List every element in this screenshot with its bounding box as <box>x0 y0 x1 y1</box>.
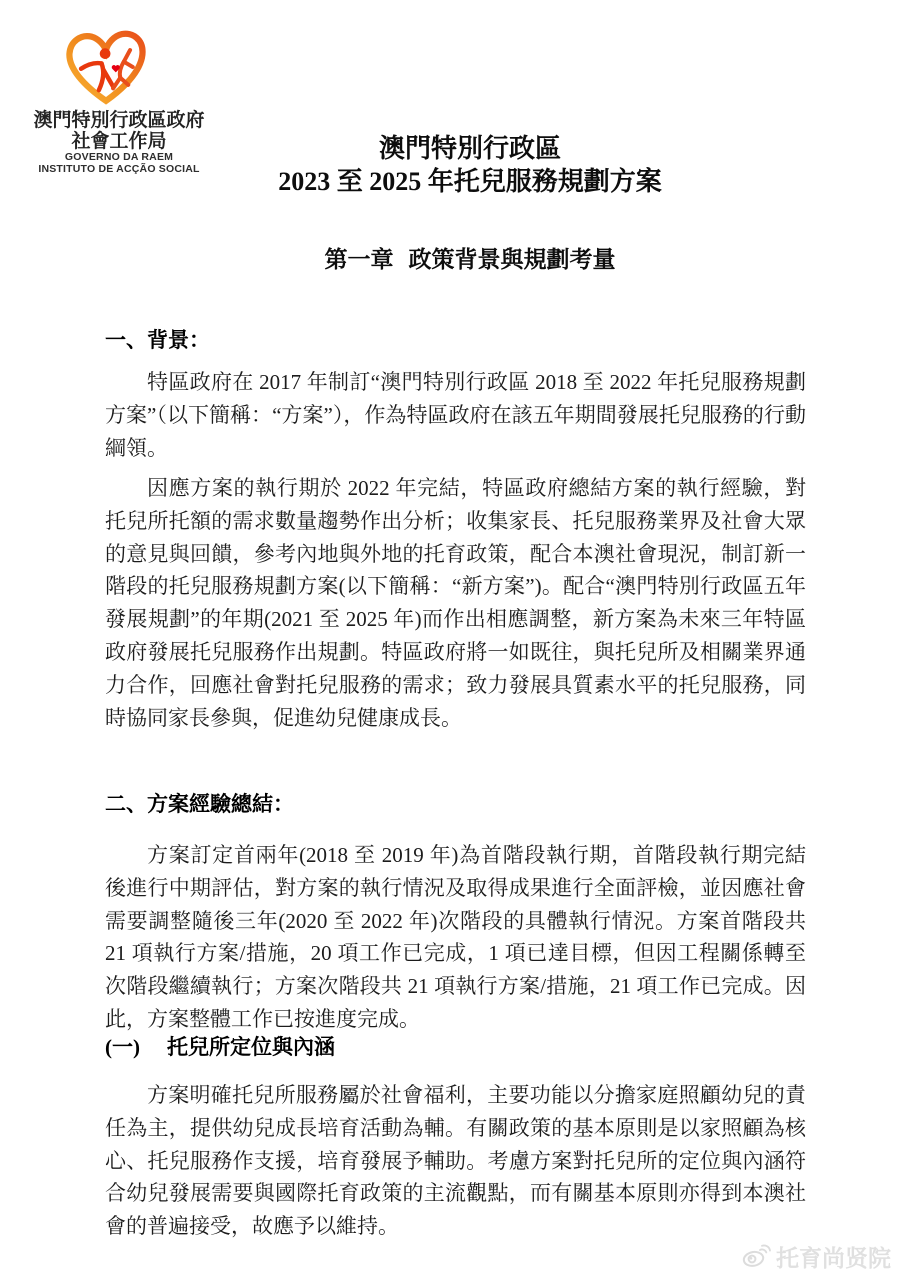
weibo-icon <box>742 1244 771 1269</box>
section-2-paragraph-1: 方案訂定首兩年(2018 至 2019 年)為首階段執行期，首階段執行期完結後進行中期評估，對方案的執行情況及取得成果進行全面評檢，並因應社會需要調整隨後三年(2020 至 2022 年)次階段的具體執行情況。方案首階段共 21 項執行方案/措施，20 項工作已完成，1 項已達目標，但因工程關係轉至次階段繼續執行；方案次階段共 21 項執行方案/措施，21 項工作已完成。因此，方案整體工作已按進度完成。 <box>105 843 806 1031</box>
logo-org-name-pt-line1: GOVERNO DA RAEM <box>64 151 174 163</box>
subsection-1-title: 托兒所定位與內涵 <box>167 1035 335 1059</box>
subsection-1-number: (一) <box>105 1035 140 1059</box>
subsection-1-heading <box>105 1031 806 1064</box>
document-title-line1: 澳門特別行政區 <box>378 134 561 163</box>
subsection-1-paragraph-1: 方案明確托兒所服務屬於社會福利，主要功能以分擔家庭照顧幼兒的責任為主，提供幼兒成長培育活動為輔。有關政策的基本原則是以家照顧為核心、托兒服務作支援，培育發展予輔助。考慮方案對托兒所的定位與內涵符合幼兒發展需要與國際托育政策的主流觀點，而有關基本原則亦得到本澳社會的普遍接受，故應予以維持。 <box>105 1083 806 1239</box>
logo-org-name-zh-line2: 社會工作局 <box>71 131 167 152</box>
chapter-number: 第一章 <box>324 247 394 272</box>
section-1-paragraph-1: 特區政府在 2017 年制訂“澳門特別行政區 2018 至 2022 年托兒服務規劃方案”（以下簡稱：“方案”），作為特區政府在該五年期間發展托兒服務的行動綱領。 <box>105 370 806 460</box>
logo-org-name-pt-line2: INSTITUTO DE ACÇÃO SOCIAL <box>38 162 200 175</box>
watermark-text: 托育尚贤院 <box>776 1245 891 1271</box>
section-1-paragraph-2: 因應方案的執行期於 2022 年完結，特區政府總結方案的執行經驗，對托兒所托額的需求數量趨勢作出分析；收集家長、托兒服務業界及社會大眾的意見與回饋，參考內地與外地的托育政策，配合本澳社會現況，制訂新一階段的托兒服務規劃方案(以下簡稱：“新方案”)。配合“澳門特別行政區五年發展規劃”的年期(2021 至 2025 年)而作出相應調整，新方案為未來三年特區政府發展托兒服務作出規劃。特區政府將一如既往，與托兒所及相關業界通力合作，回應社會對托兒服務的需求；致力發展具質素水平的托兒服務，同時協同家長參與，促進幼兒健康成長。 <box>105 476 806 730</box>
section-1-heading: 一、背景： <box>105 328 210 352</box>
section-2-heading: 二、方案經驗總結： <box>105 792 294 816</box>
watermark <box>742 1240 891 1273</box>
document-title-line2: 2023 至 2025 年托兒服務規劃方案 <box>278 167 662 196</box>
chapter-title: 政策背景與規劃考量 <box>408 247 616 272</box>
chapter-heading <box>30 246 910 274</box>
logo-org-name-zh-line1: 澳門特別行政區政府 <box>33 110 205 131</box>
heart-figures-logo-icon <box>61 26 151 108</box>
